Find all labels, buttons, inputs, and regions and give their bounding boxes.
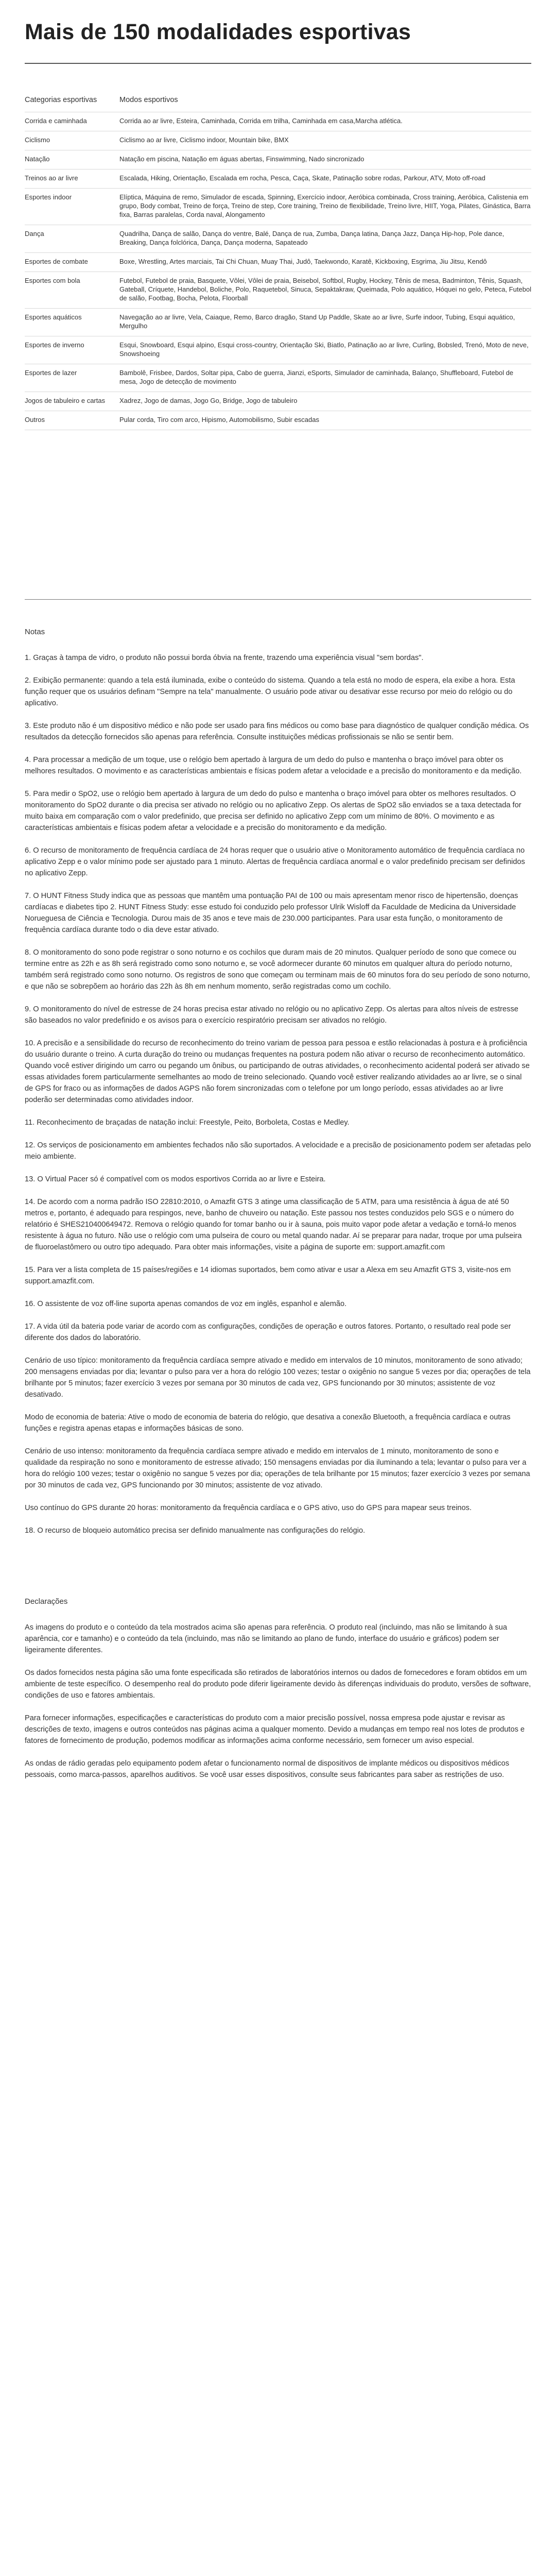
table-row [25,131,531,150]
category-cell: Esportes com bola [25,272,119,309]
note-paragraph: 3. Este produto não é um dispositivo médico e não pode ser usado para fins médicos ou como base para diagnóstico de qualquer condição médica. Os resultados da detecção fornecidos são apenas para referência. Consulte instituições médicas profissionais se não se sentir bem. [25,722,529,741]
table-row [25,189,531,225]
header-modes: Modos esportivos [119,96,531,112]
modes-cell: Elíptica, Máquina de remo, Simulador de escada, Spinning, Exercício indoor, Aeróbica combinada, Cross training, Aeróbica, Calistenia em grupo, Body combat, Treino de força, Treino de step, Core training, Treino de flexibilidade, Treino livre, HIIT, Yoga, Pilates, Ginástica, Barra fixa, Barras paralelas, Corda naval, Alongamento [119,189,531,225]
note-paragraph: Cenário de uso típico: monitoramento da frequência cardíaca sempre ativado e medido em intervalos de 10 minutos, monitoramento de sono ativado; 200 mensagens enviadas por dia; levantar o pulso para ver a hora do relógio 100 vezes; testar o oxigênio no sangue 5 vezes por dia; operações de tela brilhante por 5 minutos; fazer exercício 3 vezes por semana por 30 minutos de cada vez, GPS funcionando por 30 minutos; assistente de voz desativado. [25,1357,531,1399]
category-cell: Natação [25,150,119,170]
modes-cell: Bambolê, Frisbee, Dardos, Soltar pipa, Cabo de guerra, Jianzi, eSports, Simulador de caminhada, Balanço, Shuffleboard, Futebol de mesa, Jogo de detecção de movimento [119,364,531,392]
table-row [25,272,531,309]
modes-cell: Pular corda, Tiro com arco, Hipismo, Automobilismo, Subir escadas [119,411,531,430]
modes-cell: Corrida ao ar livre, Esteira, Caminhada, Corrida em trilha, Caminhada em casa,Marcha atlética. [119,112,531,131]
note-paragraph: 1. Graças à tampa de vidro, o produto não possui borda óbvia na frente, trazendo uma experiência visual "sem bordas". [25,654,424,662]
note-paragraph: 13. O Virtual Pacer só é compatível com os modos esportivos Corrida ao ar livre e Esteira. [25,1175,326,1183]
table-row [25,411,531,430]
table-row [25,225,531,253]
declaration-paragraph: As imagens do produto e o conteúdo da tela mostrados acima são apenas para referência. O produto real (incluindo, mas não se limitando à sua aparência, cor e tamanho) e o conteúdo da tela (incluindo, mas não se limitando ao plano de fundo, interface do usuário e gráficos) podem ser ligeiramente diferentes. [25,1623,507,1654]
category-cell: Esportes de lazer [25,364,119,392]
sport-modes-table [25,96,531,430]
modes-cell: Futebol, Futebol de praia, Basquete, Vôlei, Vôlei de praia, Beisebol, Softbol, Rugby, Hockey, Tênis de mesa, Badminton, Tênis, Squash, Gateball, Críquete, Handebol, Boliche, Polo, Raquetebol, Sinuca, Sepaktakraw, Queimada, Polo aquático, Hóquei no gelo, Peteca, Futebol de salão, Footbag, Bocha, Pelota, Floorball [119,272,531,309]
declaration-paragraph: As ondas de rádio geradas pelo equipamento podem afetar o funcionamento normal de dispositivos de implante médicos ou dispositivos médicos pessoais, como marca-passos, aparelhos auditivos. Se você usar esses dispositivos, consulte seus fabricantes para saber as restrições de uso. [25,1759,510,1779]
note-paragraph: 2. Exibição permanente: quando a tela está iluminada, exibe o conteúdo do sistema. Quando a tela está no modo de espera, ela exibe a hora. Esta função requer que os usuários definam "Sempre na tela" manualmente. O usuário pode ativar ou desativar esse recurso por meio do relógio ou do aplicativo. [25,676,515,707]
category-cell: Jogos de tabuleiro e cartas [25,392,119,411]
category-cell: Treinos ao ar livre [25,170,119,189]
table-row [25,392,531,411]
table-row [25,364,531,392]
category-cell: Ciclismo [25,131,119,150]
table-row [25,112,531,131]
page-title: Mais de 150 modalidades esportivas [25,20,411,44]
modes-cell: Natação em piscina, Natação em águas abertas, Finswimming, Nado sincronizado [119,150,531,170]
note-paragraph: 4. Para processar a medição de um toque, use o relógio bem apertado à largura de um dedo do pulso e mantenha o braço imóvel para obter os melhores resultados. O movimento e as características ambientais e físicas podem afetar a velocidade e a precisão do monitoramento e da medição. [25,756,522,775]
note-paragraph: 6. O recurso de monitoramento de frequência cardíaca de 24 horas requer que o usuário ative o Monitoramento automático de frequência cardíaca no aplicativo Zepp e o valor mínimo pode ser ajustado para 1 minuto. Alertas de frequência cardíaca anormal e o valor predefinido precisam ser definidos no aplicativo Zepp. [25,846,525,877]
table-row [25,150,531,170]
note-paragraph: 5. Para medir o SpO2, use o relógio bem apertado à largura de um dedo do pulso e mantenha o braço imóvel para obter os melhores resultados. O monitoramento do SpO2 durante o dia precisa ser ativado no relógio ou no aplicativo Zepp. Os alertas de SpO2 são enviados se a taxa detectada for muito baixa em comparação com o valor predefinido, que precisa ser definido no aplicativo Zepp com um mínimo de 80%. O movimento e as características ambientais e físicas podem afetar a velocidade e a precisão do monitoramento e da medição. [25,790,522,832]
declarations-section [25,1622,531,1792]
category-cell: Dança [25,225,119,253]
note-paragraph: 12. Os serviços de posicionamento em ambientes fechados não são suportados. A velocidade e a precisão de posicionamento podem ser afetadas pelo meio ambiente. [25,1141,531,1161]
modes-cell: Navegação ao ar livre, Vela, Caiaque, Remo, Barco dragão, Stand Up Paddle, Skate ao ar livre, Surfe indoor, Tubing, Esqui aquático, Mergulho [119,309,531,336]
header-categories: Categorias esportivas [25,96,119,112]
modes-cell: Esqui, Snowboard, Esqui alpino, Esqui cross-country, Orientação Ski, Biatlo, Patinação ao ar livre, Curling, Bobsled, Trenó, Moto de neve, Snowshoeing [119,336,531,364]
note-paragraph: 16. O assistente de voz off-line suporta apenas comandos de voz em inglês, espanhol e alemão. [25,1300,347,1308]
title-divider [25,63,531,64]
category-cell: Esportes de inverno [25,336,119,364]
table-row [25,253,531,272]
category-cell: Esportes indoor [25,189,119,225]
note-paragraph: 14. De acordo com a norma padrão ISO 22810:2010, o Amazfit GTS 3 atinge uma classificação de 5 ATM, para uma resistência à água de até 50 metros e, portanto, é adequado para respingos, neve, banho de chuveiro ou natação. Este passou nos testes conduzidos pelo SGS e o número do relatório é SHES210400649472. Remova o relógio quando for tomar banho ou ir à sauna, pois muito vapor pode afetar a vedação e torná-lo menos resistente à água no futuro. Não use o relógio com uma pulseira de couro ou metal quando nadar. Aí se preparar para nadar, troque por uma pulseira de fluoroelastômero ou outro tipo adequado. Para obter mais informações, visite a página de suporte em: support.amazfit.com [25,1198,522,1251]
note-paragraph: Cenário de uso intenso: monitoramento da frequência cardíaca sempre ativado e medido em intervalos de 1 minuto, monitoramento de sono e qualidade da respiração no sono e monitoramento de estresse ativado; 150 mensagens enviadas por dia iluminando a tela; levantar o pulso para ver a hora do relógio 100 vezes; testar o oxigênio no sangue 5 vezes por dia; operações de tela brilhante por 15 minutos; fazer exercício 3 vezes por semana por 30 minutos de cada vez, GPS funcionando por 30 minutos; assistente de voz ativado. [25,1447,530,1489]
note-paragraph: 11. Reconhecimento de braçadas de natação inclui: Freestyle, Peito, Borboleta, Costas e Medley. [25,1118,350,1127]
note-paragraph: 7. O HUNT Fitness Study indica que as pessoas que mantêm uma pontuação PAI de 100 ou mais apresentam menor risco de hipertensão, doenças cardíacas e diabetes tipo 2. HUNT Fitness Study: esse estudo foi conduzido pelo professor Ulrik Wisloff da Faculdade de Medicina da Universidade Norueguesa de Ciência e Tecnologia. Durou mais de 35 anos e teve mais de 230.000 participantes. Para usar esta função, o monitoramento de frequência cardíaca durante todo o dia deve estar ativado. [25,892,518,934]
note-paragraph: 8. O monitoramento do sono pode registrar o sono noturno e os cochilos que duram mais de 20 minutos. Qualquer período de sono que comece ou termine entre as 22h e as 8h será registrado como sono noturno e, se você adormecer durante 60 minutos em qualquer altura do período noturno, também será registrado como sono noturno. Os registros de sono que começam ou terminam mais de 60 minutos fora do seu período de sono noturno, e que não se sobrepõem ao horário das 22h às 8h em nenhum momento, serão registradas como um cochilo. [25,948,530,991]
category-cell: Outros [25,411,119,430]
table-row [25,336,531,364]
notes-heading: Notas [25,628,45,636]
notes-section [25,652,531,1548]
table-row [25,170,531,189]
table-header-row [25,96,531,112]
table-row [25,309,531,336]
declaration-paragraph: Para fornecer informações, especificações e características do produto com a maior precisão possível, nossa empresa pode ajustar e revisar as descrições de texto, imagens e outros conteúdos nas páginas acima a qualquer momento. Devido a mudanças em tempo real nos lotes de produtos e fatores de fornecimento de produção, podemos modificar as informações acima conforme necessário, sem fornecer um aviso especial. [25,1714,525,1745]
declarations-heading: Declarações [25,1597,68,1606]
table-end-divider [25,599,531,600]
modes-cell: Xadrez, Jogo de damas, Jogo Go, Bridge, Jogo de tabuleiro [119,392,531,411]
category-cell: Esportes aquáticos [25,309,119,336]
modes-cell: Ciclismo ao ar livre, Ciclismo indoor, Mountain bike, BMX [119,131,531,150]
note-paragraph: 9. O monitoramento do nível de estresse de 24 horas precisa estar ativado no relógio ou no aplicativo Zepp. Os alertas para altos níveis de estresse são baseados no valor predefinido e os avisos para o exercício respiratório precisam ser ativados no relógio. [25,1005,518,1025]
category-cell: Corrida e caminhada [25,112,119,131]
category-cell: Esportes de combate [25,253,119,272]
note-paragraph: 10. A precisão e a sensibilidade do recurso de reconhecimento do treino variam de pessoa para pessoa e estão relacionadas à postura e à proficiência do usuário durante o treino. A curta duração do treino ou mudanças frequentes na postura podem não ativar o recurso de reconhecimento automático. Quando você estiver dirigindo um carro ou pegando um ônibus, ou participando de outras atividades, o reconhecimento acidental poderá ser ativado se essas atividades forem particularmente semelhantes ao modo de treino selecionado. Quando você estiver realizando atividades ao ar livre, se o sinal de GPS for fraco ou as informações de dados AGPS não forem sincronizadas com o telefone por um longo período, essas atividades ao ar livre poderão ser determinadas como atividades indoor. [25,1039,530,1104]
note-paragraph: 18. O recurso de bloqueio automático precisa ser definido manualmente nas configurações do relógio. [25,1527,366,1535]
modes-cell: Boxe, Wrestling, Artes marciais, Tai Chi Chuan, Muay Thai, Judô, Taekwondo, Karatê, Kickboxing, Esgrima, Jiu Jitsu, Kendô [119,253,531,272]
note-paragraph: 15. Para ver a lista completa de 15 países/regiões e 14 idiomas suportados, bem como ativar e usar a Alexa em seu Amazfit GTS 3, visite-nos em support.amazfit.com. [25,1266,511,1285]
declaration-paragraph: Os dados fornecidos nesta página são uma fonte especificada são retirados de laboratórios internos ou dados de fornecedores e foram obtidos em um ambiente de teste específico. O desempenho real do produto pode diferir ligeiramente devido às diferenças individuais do produto, versões de software, condições de uso e fatores ambientais. [25,1669,531,1700]
note-paragraph: Modo de economia de bateria: Ative o modo de economia de bateria do relógio, que desativa a conexão Bluetooth, a frequência cardíaca e outras funções e registra apenas etapas e informações básicas de sono. [25,1413,511,1433]
note-paragraph: 17. A vida útil da bateria pode variar de acordo com as configurações, condições de operação e outros fatores. Portanto, o resultado real pode ser diferente dos dados do laboratório. [25,1323,511,1342]
modes-cell: Escalada, Hiking, Orientação, Escalada em rocha, Pesca, Caça, Skate, Patinação sobre rodas, Parkour, ATV, Moto off-road [119,170,531,189]
modes-cell: Quadrilha, Dança de salão, Dança do ventre, Balé, Dança de rua, Zumba, Dança latina, Dança Jazz, Dança Hip-hop, Pole dance, Breaking, Dança folclórica, Dança, Dança moderna, Sapateado [119,225,531,253]
note-paragraph: Uso contínuo do GPS durante 20 horas: monitoramento da frequência cardíaca e o GPS ativo, uso do GPS para mapear seus treinos. [25,1504,472,1512]
